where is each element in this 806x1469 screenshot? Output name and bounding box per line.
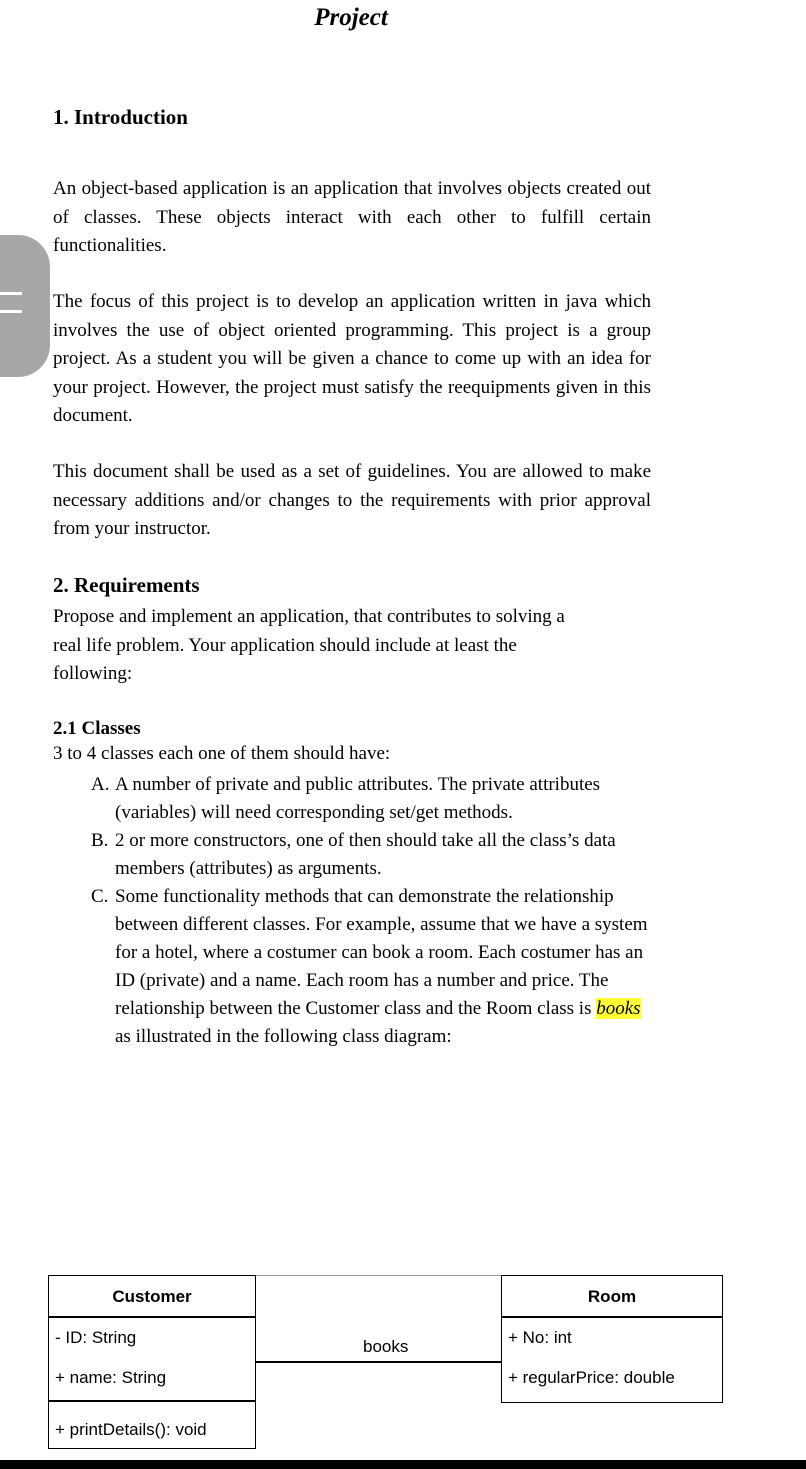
list-line: Some functionality methods that can demonstrate the relationship — [115, 886, 614, 907]
list-line: between different classes. For example, assume that we have a system — [115, 914, 648, 935]
list-letter: A. — [91, 774, 110, 795]
customer-method: + printDetails(): void — [55, 1420, 207, 1439]
list-line: members (attributes) as arguments. — [115, 858, 382, 879]
document-title: Project — [314, 4, 388, 31]
list-item-c — [91, 883, 648, 1051]
intro-heading: 1. Introduction — [53, 105, 188, 129]
intro-paragraph-3: This document shall be used as a set of guidelines. You are allowed to make necessary additions and/or changes to the requirements with prior approval from your instructor. — [53, 461, 651, 539]
list-line: 2 or more constructors, one of then should take all the class’s data — [115, 830, 616, 851]
list-line-with-highlight — [91, 995, 648, 1023]
list-line: relationship between the Customer class and the Room class is — [115, 998, 592, 1019]
list-line: A number of private and public attributes. The private attributes — [115, 774, 601, 795]
handle-grip-icon — [0, 310, 22, 313]
customer-attribute: + name: String — [55, 1368, 167, 1387]
requirements-line-2: real life problem. Your application should include at least the — [53, 635, 517, 656]
customer-attribute: - ID: String — [55, 1328, 137, 1347]
room-attribute: + No: int — [508, 1328, 572, 1347]
requirements-line-1: Propose and implement an application, that contributes to solving a — [53, 606, 565, 627]
bottom-bar — [0, 1460, 806, 1469]
classes-heading: 2.1 Classes — [53, 718, 141, 739]
room-class-name: Room — [587, 1287, 637, 1306]
diagram-top-border — [255, 1275, 502, 1276]
handle-grip-icon — [0, 292, 22, 295]
list-item-b — [91, 827, 616, 883]
list-letter: B. — [91, 830, 109, 851]
divider — [49, 1316, 255, 1318]
side-drawer-handle[interactable] — [0, 235, 50, 377]
classes-intro: 3 to 4 classes each one of them should have: — [53, 743, 391, 764]
list-line: (variables) will need corresponding set/get methods. — [115, 802, 513, 823]
association-label: books — [363, 1337, 409, 1356]
room-class-box — [501, 1275, 723, 1403]
list-letter: C. — [91, 886, 109, 907]
list-item-a — [91, 771, 600, 827]
list-line: for a hotel, where a costumer can book a room. Each costumer has an — [115, 942, 644, 963]
requirements-heading: 2. Requirements — [53, 573, 200, 597]
list-line: as illustrated in the following class diagram: — [115, 1026, 452, 1047]
requirements-line-3: following: — [53, 663, 133, 684]
association-line — [255, 1361, 502, 1363]
list-line: ID (private) and a name. Each room has a number and price. The — [115, 970, 609, 991]
customer-class-name: Customer — [112, 1287, 192, 1306]
intro-paragraph-2: The focus of this project is to develop an application written in java which involves the use of object oriented programming. This project is a group project. As a student you will be given a chance to come up with an idea for your project. However, the project must satisfy the reequipments given in this document. — [53, 291, 651, 426]
customer-class-box — [48, 1275, 256, 1449]
highlighted-word: books — [596, 998, 641, 1019]
divider — [502, 1316, 722, 1318]
intro-paragraph-1: An object-based application is an application that involves objects created out of classes. These objects interact with each other to fulfill certain functionalities. — [53, 178, 651, 256]
room-attribute: + regularPrice: double — [508, 1368, 675, 1387]
divider — [49, 1400, 255, 1402]
